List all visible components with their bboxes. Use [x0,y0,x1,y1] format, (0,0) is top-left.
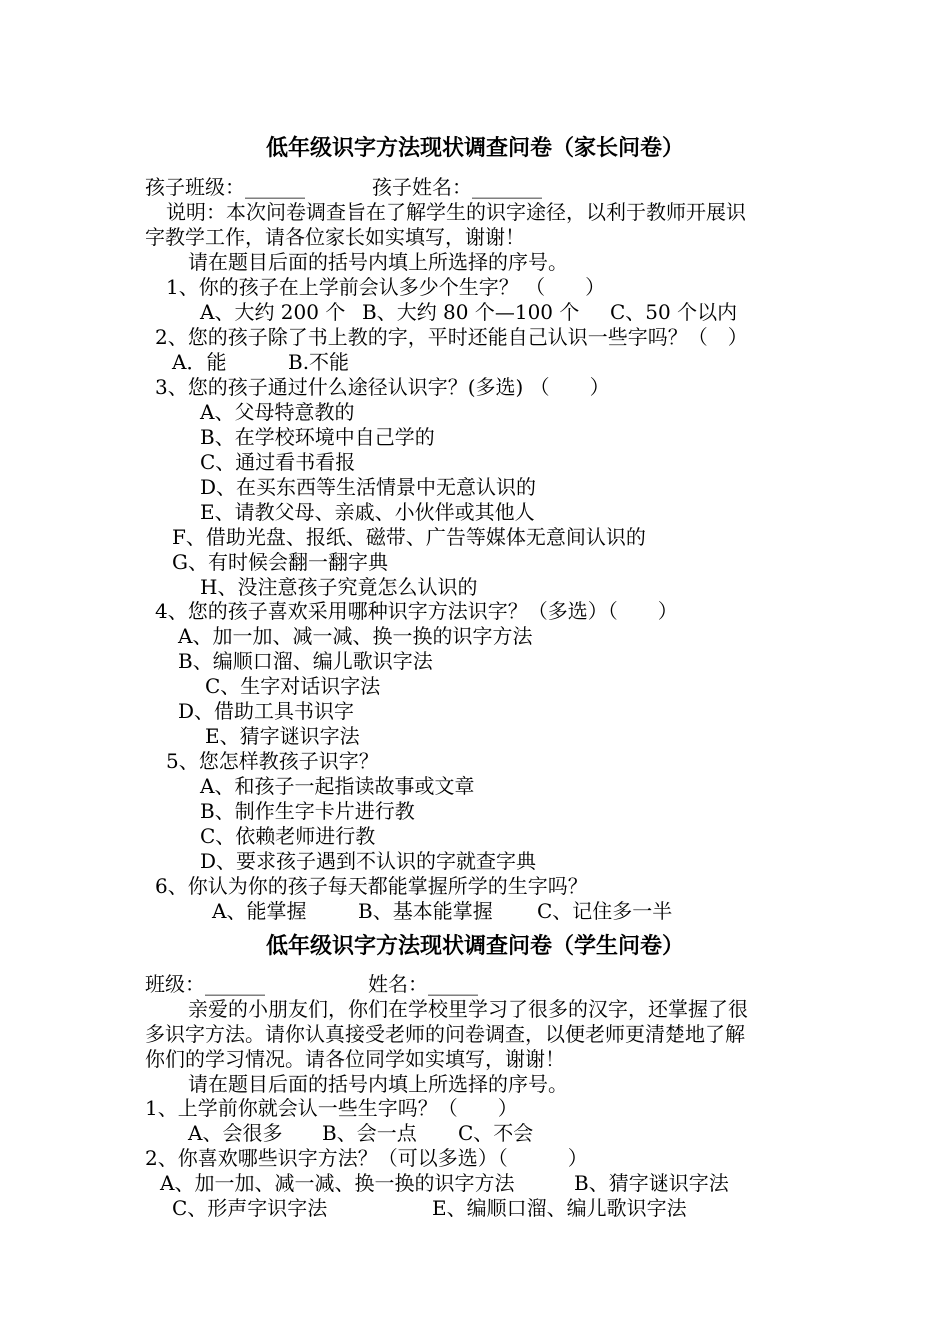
parent-q4-question: 4、您的孩子喜欢采用哪种识字方法识字？（多选）（ ） [155,599,678,623]
parent-q6-option-a: A、能掌握 [212,899,307,923]
student-q2-option-e: E、编顺口溜、编儿歌识字法 [432,1196,687,1220]
parent-q1-option-a: A、大约 200 个 [200,300,346,324]
parent-q6-option-b: B、基本能掌握 [358,899,493,923]
parent-q5-question: 5、您怎样教孩子识字？ [166,749,379,773]
parent-q3-question: 3、您的孩子通过什么途径认识字？(多选) （ ） [155,375,610,399]
parent-q4-option-d: D、借助工具书识字 [178,699,355,723]
parent-q3-option-h: H、没注意孩子究竟怎么认识的 [200,575,478,599]
student-q2-option-b: B、猜字谜识字法 [574,1171,729,1195]
child-name-field: 孩子姓名：_______ [372,175,542,199]
student-survey-title: 低年级识字方法现状调查问卷（学生问卷） [265,933,684,959]
parent-q3-option-d: D、在买东西等生活情景中无意认识的 [200,475,537,499]
student-class-field: 班级：______ [145,972,265,996]
parent-intro-line-1: 说明：本次问卷调查旨在了解学生的识字途径，以利于教师开展识 [166,200,746,224]
student-intro-line-3: 你们的学习情况。请各位同学如实填写，谢谢！ [145,1047,565,1071]
parent-q1-option-c: C、50 个以内 [610,300,738,324]
parent-q4-option-c: C、生字对话识字法 [205,674,381,698]
student-q2-option-c: C、形声字识字法 [172,1196,328,1220]
parent-q6-option-c: C、记住多一半 [537,899,673,923]
parent-q4-option-e: E、猜字谜识字法 [205,724,360,748]
parent-survey-title: 低年级识字方法现状调查问卷（家长问卷） [265,135,684,161]
student-q1-question: 1、上学前你就会认一些生字吗？（ ） [145,1096,518,1120]
parent-q4-option-b: B、编顺口溜、编儿歌识字法 [178,649,433,673]
student-q2-option-a: A、加一加、减一减、换一换的识字方法 [160,1171,515,1195]
parent-q2-option-a: A．能 [172,350,227,374]
parent-q3-option-g: G、有时候会翻一翻字典 [172,550,388,574]
parent-q2-question: 2、您的孩子除了书上教的字，平时还能自己认识一些字吗？（ ） [155,325,748,349]
child-class-field: 孩子班级：______ [145,175,305,199]
parent-q5-option-a: A、和孩子一起指读故事或文章 [200,774,475,798]
parent-q5-option-b: B、制作生字卡片进行教 [200,799,415,823]
student-name-field: 姓名：_____ [368,972,478,996]
parent-q5-option-c: C、依赖老师进行教 [200,824,376,848]
parent-q3-option-a: A、父母特意教的 [200,400,355,424]
student-q1-option-a: A、会很多 [188,1121,283,1145]
parent-q4-option-a: A、加一加、减一减、换一换的识字方法 [178,624,533,648]
parent-q3-option-e: E、请教父母、亲戚、小伙伴或其他人 [200,500,535,524]
parent-q1-option-b: B、大约 80 个—100 个 [362,300,580,324]
student-q1-option-b: B、会一点 [322,1121,417,1145]
student-intro-line-2: 多识字方法。请你认真接受老师的问卷调查，以便老师更清楚地了解 [145,1022,745,1046]
parent-q3-option-c: C、通过看书看报 [200,450,356,474]
parent-q3-option-f: F、借助光盘、报纸、磁带、广告等媒体无意间认识的 [172,525,646,549]
parent-q5-option-d: D、要求孩子遇到不认识的字就查字典 [200,849,537,873]
student-q1-option-c: C、不会 [458,1121,534,1145]
parent-instruction: 请在题目后面的括号内填上所选择的序号。 [188,250,568,274]
parent-intro-line-2: 字教学工作，请各位家长如实填写，谢谢！ [145,225,525,249]
student-q2-question: 2、你喜欢哪些识字方法？（可以多选）（ ） [145,1146,588,1170]
student-instruction: 请在题目后面的括号内填上所选择的序号。 [188,1072,568,1096]
student-intro-line-1: 亲爱的小朋友们，你们在学校里学习了很多的汉字，还掌握了很 [188,997,748,1021]
parent-q6-question: 6、你认为你的孩子每天都能掌握所学的生字吗？ [155,874,588,898]
parent-q3-option-b: B、在学校环境中自己学的 [200,425,435,449]
parent-q1-question: 1、你的孩子在上学前会认多少个生字？ （ ） [166,275,606,299]
parent-q2-option-b: B.不能 [288,350,350,374]
